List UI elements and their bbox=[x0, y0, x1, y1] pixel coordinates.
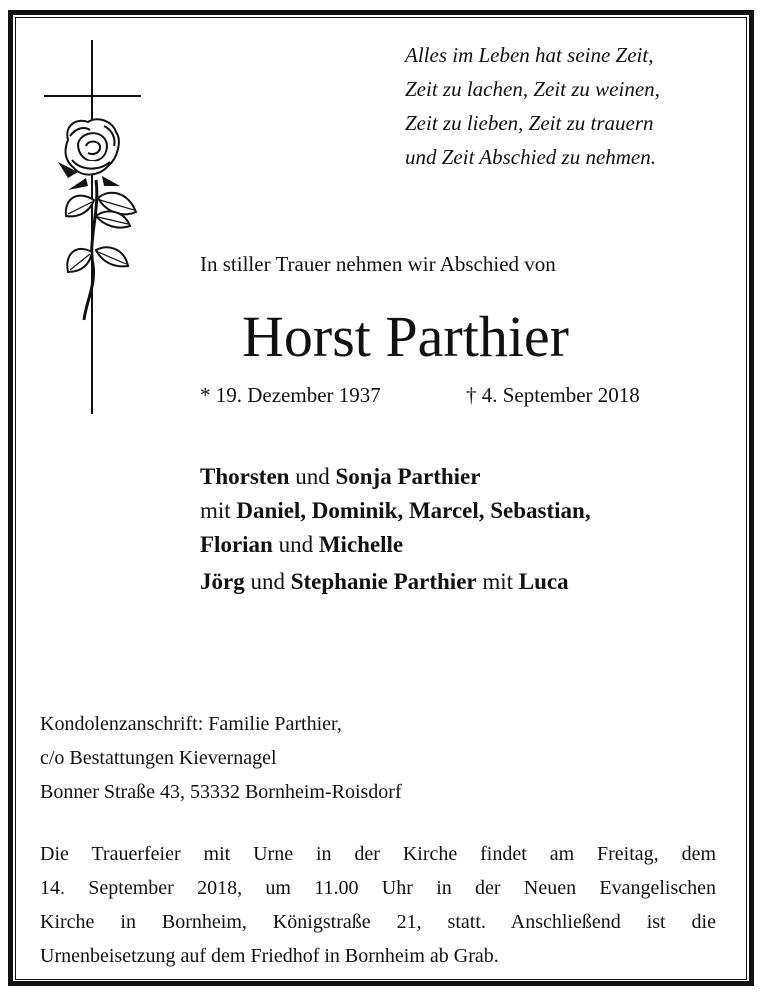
family-connector: und bbox=[272, 532, 319, 557]
ceremony-line: Die Trauerfeier mit Urne in der Kirche findet am Freitag, dem bbox=[40, 843, 716, 865]
poem-line: Zeit zu lieben, Zeit zu trauern bbox=[405, 111, 654, 135]
death-date: † 4. September 2018 bbox=[466, 383, 640, 407]
family-name: Florian bbox=[200, 532, 273, 557]
leaf-icon bbox=[66, 193, 136, 272]
address-line: c/o Bestattungen Kievernagel bbox=[40, 747, 277, 769]
poem-line: Zeit zu lachen, Zeit zu weinen, bbox=[405, 77, 660, 101]
family-connector: und bbox=[244, 569, 291, 594]
ceremony-line: Kirche in Bornheim, Königstraße 21, statt. Anschließend ist die bbox=[40, 911, 716, 933]
rose-icon bbox=[66, 119, 119, 174]
family-line bbox=[200, 494, 591, 528]
poem bbox=[405, 38, 660, 174]
family-line bbox=[200, 565, 591, 599]
intro-text: In stiller Trauer nehmen wir Abschied von bbox=[200, 252, 556, 276]
ceremony-line: 14. September 2018, um 11.00 Uhr in der Neuen Evangelischen bbox=[40, 877, 716, 899]
ceremony-line: Urnenbeisetzung auf dem Friedhof in Bornheim ab Grab. bbox=[40, 945, 499, 967]
family-connector: mit bbox=[476, 569, 519, 594]
poem-line: und Zeit Abschied zu nehmen. bbox=[405, 145, 656, 169]
address-line: Kondolenzanschrift: Familie Parthier, bbox=[40, 713, 342, 735]
family-name: Daniel, Dominik, Marcel, Sebastian, bbox=[236, 498, 591, 523]
family-list bbox=[200, 460, 591, 599]
family-line bbox=[200, 528, 591, 562]
family-name: Sonja Parthier bbox=[335, 464, 481, 489]
address-line: Bonner Straße 43, 53332 Bornheim-Roisdorf bbox=[40, 781, 402, 803]
family-connector: mit bbox=[200, 498, 237, 523]
family-name: Stephanie Parthier bbox=[290, 569, 477, 594]
family-connector: und bbox=[289, 464, 336, 489]
family-line bbox=[200, 460, 591, 494]
birth-date: * 19. Dezember 1937 bbox=[200, 383, 381, 407]
cross-with-rose-icon bbox=[38, 40, 148, 420]
condolence-address bbox=[40, 707, 402, 809]
poem-line: Alles im Leben hat seine Zeit, bbox=[405, 43, 654, 67]
family-name: Michelle bbox=[318, 532, 404, 557]
family-name: Thorsten bbox=[200, 464, 290, 489]
ceremony-info bbox=[40, 837, 716, 973]
deceased-name: Horst Parthier bbox=[242, 304, 569, 369]
family-name: Luca bbox=[518, 569, 569, 594]
family-name: Jörg bbox=[200, 569, 245, 594]
